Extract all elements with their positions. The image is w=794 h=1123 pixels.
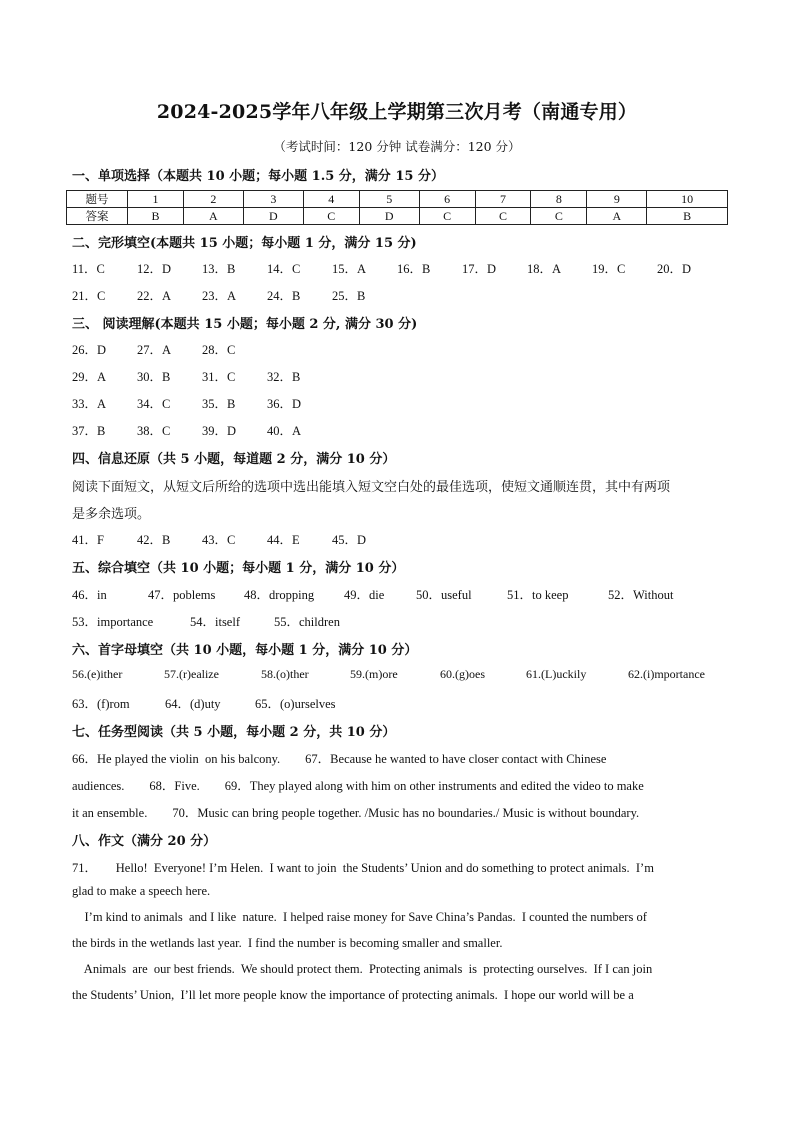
table-cell: C: [419, 208, 475, 225]
list-item: 49．die: [344, 588, 385, 602]
reading-answers-line-4: [72, 421, 301, 439]
section-7-heading: 七、任务型阅读（共 5 小题，每小题 2 分，共 10 分）: [72, 725, 396, 740]
reading-answers-line-2: [72, 367, 300, 385]
section-4-instruction: 阅读下面短文，从短文后所给的选项中选出能填入短文空白处的最佳选项，使短文通顺连贯，其中有两项: [72, 480, 671, 495]
list-item: 15．A: [332, 262, 367, 276]
list-item: 41．F: [72, 533, 104, 547]
info-answers-line: [72, 530, 366, 548]
essay-line-5: Animals are our best friends. We should protect them. Protecting animals is protecting ourselves. If I can join: [72, 962, 653, 976]
comp-answers-line-1: [72, 585, 673, 603]
table-cell: C: [303, 208, 359, 225]
section-5-heading: 五、综合填空（共 10 小题；每小题 1 分，满分 10 分）: [72, 561, 405, 576]
list-item: 21．C: [72, 289, 106, 303]
list-item: 16．B: [397, 262, 431, 276]
list-item: 23．A: [202, 289, 237, 303]
table-cell: 5: [359, 191, 419, 208]
section-4-heading: 四、信息还原（共 5 小题，每道题 2 分，满分 10 分）: [72, 452, 396, 467]
list-item: 44．E: [267, 533, 300, 547]
list-item: 43．C: [202, 533, 236, 547]
section-8-heading: 八、作文（满分 20 分）: [72, 834, 217, 849]
essay-line-2: glad to make a speech here.: [72, 884, 211, 898]
table-cell: D: [359, 208, 419, 225]
cloze-answers-line-1: [72, 259, 691, 277]
table-cell: 4: [303, 191, 359, 208]
list-item: 55．children: [274, 615, 340, 629]
list-item: 20．D: [657, 262, 692, 276]
table-cell: C: [475, 208, 531, 225]
essay-line-6: the Students’ Union, I’ll let more people know the importance of protecting animals. I hope our world will be a: [72, 988, 634, 1002]
comp-answers-line-2: [72, 612, 340, 630]
list-item: 14．C: [267, 262, 301, 276]
table-row: [67, 208, 728, 225]
page-title: 2024-2025学年八年级上学期第三次月考（南通专用）: [156, 101, 638, 123]
exam-info: （考试时间：120 分钟 试卷满分：120 分）: [273, 139, 521, 154]
list-item: 60.(g)oes: [440, 667, 485, 681]
list-item: 35．B: [202, 397, 236, 411]
cloze-answers-line-2: [72, 286, 365, 304]
list-item: 17．D: [462, 262, 497, 276]
table-cell: 7: [475, 191, 531, 208]
table-cell: B: [128, 208, 184, 225]
table-cell: C: [531, 208, 587, 225]
reading-answers-line-3: [72, 394, 301, 412]
list-item: 26．D: [72, 343, 107, 357]
list-item: 45．D: [332, 533, 367, 547]
list-item: 64．(d)uty: [165, 697, 221, 711]
table-cell: D: [243, 208, 303, 225]
list-item: 38．C: [137, 424, 171, 438]
table-cell: 6: [419, 191, 475, 208]
list-item: 32．B: [267, 370, 301, 384]
list-item: 29．A: [72, 370, 107, 384]
initial-answers-line-1: [72, 667, 705, 682]
list-item: 40．A: [267, 424, 302, 438]
list-item: 19．C: [592, 262, 626, 276]
list-item: 18．A: [527, 262, 562, 276]
list-item: 24．B: [267, 289, 301, 303]
table-cell: 1: [128, 191, 184, 208]
list-item: 59.(m)ore: [350, 667, 398, 681]
list-item: 39．D: [202, 424, 237, 438]
list-item: 42．B: [137, 533, 171, 547]
list-item: 12．D: [137, 262, 172, 276]
list-item: 47．poblems: [148, 588, 216, 602]
essay-line-4: the birds in the wetlands last year. I find the number is becoming smaller and smaller.: [72, 936, 503, 950]
list-item: 62.(i)mportance: [628, 667, 705, 681]
list-item: 51．to keep: [507, 588, 569, 602]
list-item: 53．importance: [72, 615, 154, 629]
table-cell: 10: [647, 191, 728, 208]
section-3-heading: 三、 阅读理解(本题共 15 小题；每小题 2 分, 满分 30 分): [72, 317, 418, 332]
answer-table: [66, 190, 728, 225]
list-item: 34．C: [137, 397, 171, 411]
section-4-instruction-cont: 是多余选项。: [72, 507, 151, 522]
list-item: 36．D: [267, 397, 302, 411]
list-item: 48．dropping: [244, 588, 315, 602]
list-item: 37．B: [72, 424, 106, 438]
list-item: 46．in: [72, 588, 107, 602]
initial-answers-line-2: [72, 694, 336, 712]
table-cell: A: [183, 208, 243, 225]
list-item: 52．Without: [608, 588, 674, 602]
list-item: 28．C: [202, 343, 236, 357]
essay-line-1: 71． Hello! Everyone! I’m Helen. I want to join the Students’ Union and do something to protect animals. I’m: [72, 861, 654, 875]
task-answers-line-1: 66．He played the violin on his balcony. 67．Because he wanted to have closer contact with Chinese: [72, 752, 607, 766]
list-item: 30．B: [137, 370, 171, 384]
table-cell: 2: [183, 191, 243, 208]
table-cell: 3: [243, 191, 303, 208]
table-header-number: 题号: [67, 191, 128, 208]
task-answers-line-2: audiences. 68．Five. 69．They played along with him on other instruments and edited the video to make: [72, 779, 644, 793]
list-item: 54．itself: [190, 615, 240, 629]
reading-answers-line-1: [72, 340, 235, 358]
list-item: 61.(L)uckily: [526, 667, 587, 681]
table-header-answer: 答案: [67, 208, 128, 225]
list-item: 56.(e)ither: [72, 667, 123, 681]
list-item: 65．(o)urselves: [255, 697, 336, 711]
list-item: 25．B: [332, 289, 366, 303]
table-cell: 9: [587, 191, 647, 208]
table-cell: A: [587, 208, 647, 225]
list-item: 31．C: [202, 370, 236, 384]
list-item: 11．C: [72, 262, 105, 276]
list-item: 63．(f)rom: [72, 697, 130, 711]
section-1-heading: 一、单项选择（本题共 10 小题；每小题 1.5 分，满分 15 分）: [72, 169, 444, 184]
list-item: 57.(r)ealize: [164, 667, 219, 681]
list-item: 33．A: [72, 397, 107, 411]
table-row: [67, 191, 728, 208]
section-6-heading: 六、首字母填空（共 10 小题，每小题 1 分，满分 10 分）: [72, 643, 418, 658]
list-item: 58.(o)ther: [261, 667, 309, 681]
list-item: 13．B: [202, 262, 236, 276]
essay-line-3: I’m kind to animals and I like nature. I helped raise money for Save China’s Pandas. I counted the numbers of: [72, 910, 647, 924]
task-answers-line-3: it an ensemble. 70．Music can bring people together. /Music has no boundaries./ Music is without boundary.: [72, 806, 640, 820]
table-cell: 8: [531, 191, 587, 208]
list-item: 22．A: [137, 289, 172, 303]
section-2-heading: 二、完形填空(本题共 15 小题；每小题 1 分，满分 15 分): [72, 236, 417, 251]
table-cell: B: [647, 208, 728, 225]
list-item: 27．A: [137, 343, 172, 357]
list-item: 50．useful: [416, 588, 472, 602]
